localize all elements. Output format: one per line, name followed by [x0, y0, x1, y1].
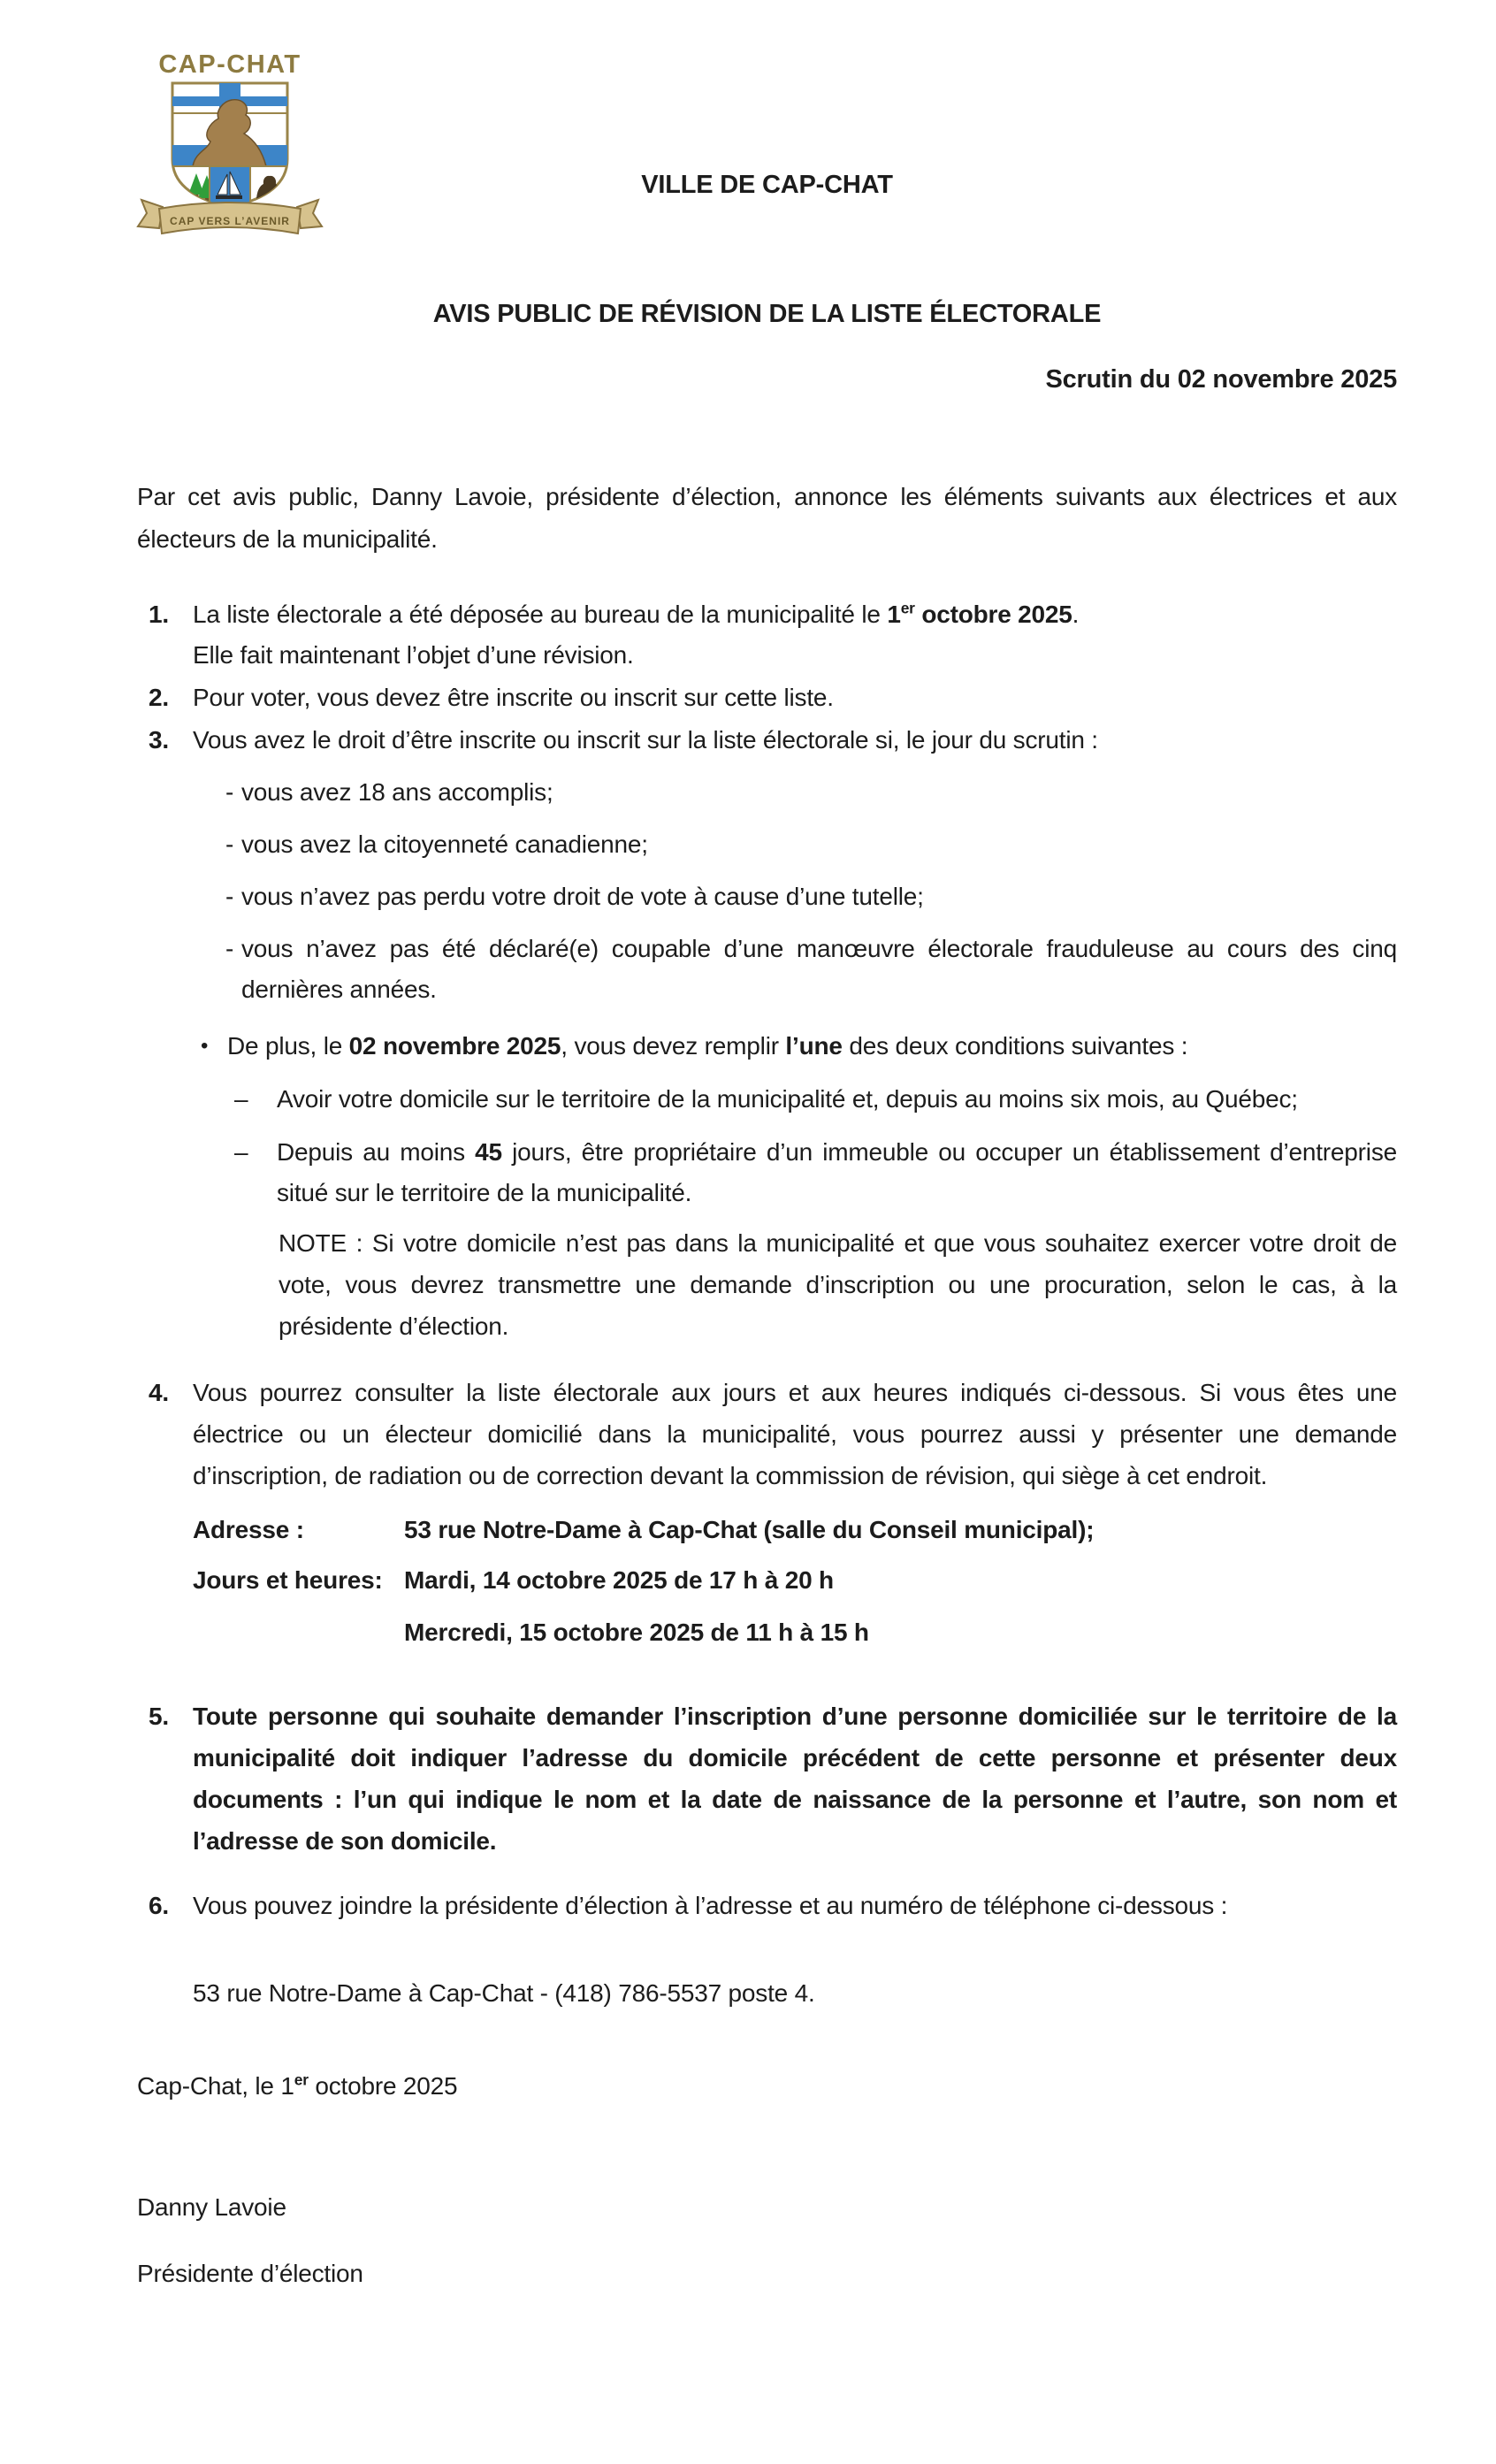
deplus-mid: , vous devez remplir	[561, 1032, 786, 1060]
signature-name: Danny Lavoie	[137, 2193, 286, 2221]
list-item-3	[149, 720, 1397, 761]
item1-pre: La liste électorale a été déposée au bureau de la municipalité le	[193, 601, 888, 628]
hyphen-bullet: -	[225, 935, 234, 962]
hours-label-empty	[193, 1611, 404, 1653]
cond2-pre: Depuis au moins	[277, 1138, 476, 1166]
item-text	[193, 594, 1397, 676]
city-title: VILLE DE CAP-CHAT	[641, 171, 893, 199]
hyphen-bullet: -	[225, 830, 234, 858]
item1-sup: er	[900, 599, 915, 617]
item1-day: 1	[887, 601, 901, 628]
condition-text: vous avez 18 ans accomplis;	[241, 778, 553, 806]
closing-date-line	[137, 2065, 1397, 2107]
intro-paragraph: Par cet avis public, Danny Lavoie, présidente d’élection, annonce les éléments suivants aux électrices et aux électeurs de la municipalité.	[137, 483, 1397, 553]
item-text: Vous avez le droit d’être inscrite ou inscrit sur la liste électorale si, le jour du scrutin :	[193, 726, 1098, 754]
item1-date-rest: octobre 2025	[914, 601, 1072, 628]
deplus-bullet-row	[201, 1026, 1397, 1067]
deplus-lune-bold: l’une	[785, 1032, 843, 1060]
item-number: 4.	[149, 1379, 169, 1406]
condition-text: vous avez la citoyenneté canadienne;	[241, 830, 648, 858]
deplus-pre: De plus, le	[227, 1032, 349, 1060]
hyphen-bullet: -	[225, 778, 234, 806]
endash-bullet: –	[234, 1138, 248, 1166]
endash-bullet: –	[234, 1085, 248, 1113]
condition-age	[225, 772, 1397, 813]
closing-place: Cap-Chat, le	[137, 2072, 281, 2100]
scrutin-date-line: Scrutin du 02 novembre 2025	[1045, 365, 1397, 394]
document-body	[137, 0, 1397, 2319]
address-label: Adresse :	[193, 1516, 304, 1543]
item1-date-bold	[887, 601, 1072, 628]
list-item-5	[149, 1695, 1397, 1862]
dot-bullet: •	[201, 1034, 209, 1058]
condition-proprietaire-text	[277, 1132, 1397, 1213]
list-item-1	[149, 594, 1397, 676]
condition-domicile-text: Avoir votre domicile sur le territoire de la municipalité et, depuis au moins six mois, au Québec;	[277, 1085, 1298, 1113]
item-number: 3.	[149, 726, 169, 754]
list-item-6	[149, 1885, 1397, 1926]
list-item-2	[149, 677, 1397, 718]
hours-value-2: Mercredi, 15 octobre 2025 de 11 h à 15 h	[404, 1618, 869, 1646]
item-number: 1.	[149, 601, 169, 628]
condition-tutelle	[225, 876, 1397, 917]
cond2-45-bold: 45	[475, 1138, 502, 1166]
hours-row-2	[193, 1611, 1397, 1653]
item-text: Vous pouvez joindre la présidente d’élection à l’adresse et au numéro de téléphone ci-dessous :	[193, 1892, 1228, 1919]
closing-date-rest: octobre 2025	[308, 2072, 458, 2100]
contact-line: 53 rue Notre-Dame à Cap-Chat - (418) 786-5537 poste 4.	[193, 1979, 815, 2007]
address-value: 53 rue Notre-Dame à Cap-Chat (salle du Conseil municipal);	[404, 1516, 1095, 1543]
condition-citizenship	[225, 824, 1397, 865]
condition-fraud	[225, 929, 1397, 1010]
condition-text: vous n’avez pas été déclaré(e) coupable d’une manœuvre électorale frauduleuse au cours des cinq dernières années.	[241, 935, 1397, 1003]
logo-title: CAP-CHAT	[158, 50, 301, 79]
note-paragraph: NOTE : Si votre domicile n’est pas dans la municipalité et que vous souhaitez exercer votre droit de vote, vous devrez transmettre une demande d’inscription ou une procuration, selon le cas, à la présidente d’élection.	[279, 1229, 1397, 1340]
condition-domicile	[234, 1079, 1397, 1120]
address-row	[193, 1509, 1397, 1550]
item1-period: .	[1072, 601, 1080, 628]
item1-line2: Elle fait maintenant l’objet d’une révision.	[193, 641, 634, 669]
hours-value-1: Mardi, 14 octobre 2025 de 17 h à 20 h	[404, 1566, 834, 1594]
item-text: Pour voter, vous devez être inscrite ou inscrit sur cette liste.	[193, 684, 834, 711]
hyphen-bullet: -	[225, 883, 234, 910]
deplus-text	[227, 1026, 1397, 1067]
item-text: Toute personne qui souhaite demander l’inscription d’une personne domiciliée sur le territoire de la municipalité doit indiquer l’adresse du domicile précédent de cette personne et présenter deux documents : l’un qui indique le nom et la date de naissance de la personne et l’autre, son nom et l’adresse de son domicile.	[193, 1703, 1397, 1855]
closing-day: 1	[280, 2072, 294, 2100]
logo-motto: CAP VERS L’AVENIR	[170, 215, 290, 227]
item-number: 2.	[149, 684, 169, 711]
signature-role: Présidente d’élection	[137, 2260, 363, 2287]
condition-proprietaire	[234, 1132, 1397, 1213]
list-item-4	[149, 1372, 1397, 1496]
hours-label: Jours et heures:	[193, 1566, 383, 1594]
hours-row-1	[193, 1559, 1397, 1601]
condition-text: vous n’avez pas perdu votre droit de vote à cause d’une tutelle;	[241, 883, 924, 910]
deplus-post: des deux conditions suivantes :	[842, 1032, 1188, 1060]
item-number: 6.	[149, 1892, 169, 1919]
item-text: Vous pourrez consulter la liste électorale aux jours et aux heures indiqués ci-dessous. Si vous êtes une électrice ou un électeur domicilié dans la municipalité, vous pourrez aussi y présenter une demande d’inscription, de radiation ou de correction devant la commission de révision, qui siège à cet endroit.	[193, 1379, 1397, 1489]
item-number: 5.	[149, 1703, 169, 1730]
deplus-date-bold: 02 novembre 2025	[348, 1032, 561, 1060]
notice-title: AVIS PUBLIC DE RÉVISION DE LA LISTE ÉLECTORALE	[432, 300, 1102, 328]
cond2-post: jours, être propriétaire d’un immeuble ou occuper un établissement d’entreprise situé sur le territoire de la municipalité.	[277, 1138, 1397, 1206]
closing-sup: er	[294, 2070, 309, 2089]
